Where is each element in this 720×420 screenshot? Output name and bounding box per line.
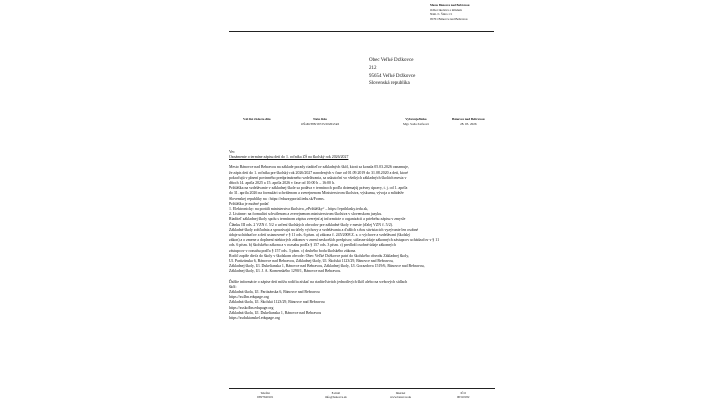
letter-salutation: Vec	[229, 150, 235, 154]
ref-handler-value: Mgr. Soňa Zaťková	[403, 121, 429, 126]
p2-line: https://zs4bn.edupage.org	[229, 295, 269, 300]
ref-our-number-label: Naše číslo	[313, 117, 327, 121]
footer-phone-value: 038/7620101	[257, 395, 274, 400]
recipient-country: Slovenská republika	[369, 81, 410, 87]
p1-line: Článku III ods. 2 VZN č. 5/2 o určení školských obvodov pre základné školy v meste (ďalej VZN č. 5/2).	[229, 222, 393, 227]
p2-line: https://zsdukianskel.edupage.org	[229, 316, 280, 321]
footer-phone	[257, 391, 273, 400]
p1-line: údaje uchádzačov a detí ustanovené v § 11 ods. 6 písm. a) zákona č. 245/2008 Z. z. o výchove a vzdelávaní (školský	[229, 233, 411, 238]
ref-place-date	[452, 117, 485, 127]
letter-subject: Oznámenie o termíne zápisu detí do 1. ročníka ZŠ na školský rok 2026/2027	[229, 155, 349, 160]
p1-line: 1. Elektronicky: na portáli ministerstva školstva „ePrihlášky“ – https://eprihlasky.iedu.sk,	[229, 207, 369, 212]
p2-line: škôl:	[229, 284, 237, 289]
footer-ico	[457, 391, 469, 400]
sender-name: Mesto Bánovce nad Bebravou	[430, 3, 470, 7]
p2-line: Základná škola, Ul. Dukelianska 1, Bánovce nad Bebravou	[229, 310, 322, 315]
letter-paragraph-2	[229, 280, 497, 322]
sender-city: 95701 Bánovce nad Bebravou	[430, 16, 468, 21]
p1-line: Mesto Bánovce nad Bebravou na základe porady riaditeľov základných škôl, ktorá sa konala 05.03.2026 oznamuje,	[229, 165, 409, 170]
sender-department: Odbor školstva a mládeže	[430, 7, 463, 12]
p1-line: že zápis detí do 1. ročníka pre školský rok 2026/2027 narodených v čase od 01.09.2019 do 31.08.2020 a detí, ktoré	[229, 170, 409, 175]
footer-email-value: info@banovce.sk	[325, 395, 347, 400]
ref-our-number-value: OŠaM/388/16725/2026/Zat6	[301, 121, 340, 126]
ref-your-letter	[243, 117, 271, 122]
p1-line: Slovenskej republiky na : https://eduzzyportal.iedu.sk/Forms.	[229, 196, 325, 201]
ref-our-number	[301, 117, 339, 127]
footer-ico-label: IČO	[460, 391, 466, 395]
recipient-number: 212	[369, 65, 377, 71]
recipient-address	[369, 57, 415, 88]
p1-line: pokračujú v plnení povinného predprimárneho vzdelávania, sa uskutoční vo všetkých základných školách mesta v	[229, 175, 407, 180]
ref-handler	[403, 117, 429, 127]
p1-line: 2. Listinne: na formulári schválenom a zverejnenom ministerstvom školstva v slovenskom jazyku.	[229, 212, 383, 217]
footer-web-label: Internet	[395, 391, 406, 395]
p1-line: Riaditeľ základnej školy spolu s termínom zápisu zverejní aj informácie o organizácii a priebehu zápisu v zmysle	[229, 217, 406, 222]
header-divider	[229, 31, 494, 32]
p2-line: Ďalšie informácie o zápise detí môžu rodičia získať na riaditeľstvách jednotlivých škôl alebo na webových sídlach	[229, 279, 408, 284]
ref-place-date-label: Bánovce nad Bebravou	[452, 117, 485, 121]
p1-line: dňoch 14. apríla 2025 a 15. apríla 2026 v čase od 10:00 h – 16:00 h.	[229, 181, 335, 186]
footer-web	[390, 391, 411, 400]
footer-divider	[229, 388, 495, 389]
p1-line: Základné školy zohľadnia a spracúvajú na účely výchovy a vzdelávania a ďalších s ňou súvisiacich vyzývanie len osobné	[229, 227, 419, 232]
p1-line: zástupcov v rozsahu podľa § 157 ods. 3 písm. c) druhého bodu školského zákona.	[229, 248, 357, 253]
sender-street: Nám. Ľ. Štúra 1/1	[430, 12, 453, 17]
footer-email	[325, 391, 347, 400]
footer-ico-value: 00310182	[457, 395, 470, 400]
p1-line: Rodič zapíše dieťa do školy v školskom obvode: Obec Veľké Držkovce patrí do školského obvodu Základnej školy,	[229, 253, 410, 258]
footer-phone-label: Telefón	[260, 391, 270, 395]
ref-handler-label: Vybavuje/linka	[405, 117, 427, 121]
p1-line: do 31. apríla 2026 na formulári schválenom a zverejnenom Ministerstvom školstva, výskumu, vývoja a mládeže	[229, 191, 404, 196]
p1-line: Základnej školy, Ul. J. A. Komenského 1290/1, Bánovce nad Bebravou.	[229, 269, 342, 274]
ref-your-letter-label: Váš list číslo/zo dňa	[243, 117, 271, 121]
recipient-city: 95654 Veľké Držkovce	[369, 73, 416, 79]
p1-line: Ul. Partizánska 6, Bánovce nad Bebravou, Základnej školy, Ul. Školská 1123/29, Bánovce nad Bebravou,	[229, 259, 394, 264]
footer-web-value: www.banovce.sk	[390, 395, 412, 400]
p1-line: zákon) a o zmene a doplnení niektorých zákonov v znení neskorších predpisov, súčasne údaje zákonných zástupcov uchádzačov v § 11	[229, 238, 440, 243]
p1-line: Prihlášku je možné podať	[229, 201, 270, 206]
p2-line: Základná škola, Ul. Partizánska 6, Bánovce nad Bebravou	[229, 290, 320, 295]
sender-address	[430, 3, 494, 21]
p1-line: Základnej školy, Ul. Dukelianska 1, Bánovce nad Bebravou, Základnej školy, Ul. Gorazdova 1519/6, Bánovce nad Bebravou,	[229, 264, 425, 269]
p1-line: ods. 6 písm. b) školského zákona a v rozsahu podľa § 157 ods. 3 písm. c) predloží osobné údaje zákonných	[229, 243, 396, 248]
p2-line: Základná škola, Ul. Školská 1123/29, Bánovce nad Bebravou	[229, 300, 325, 305]
p2-line: https://zsskolbn.edupage.org	[229, 305, 274, 310]
letter-body	[229, 150, 497, 321]
letter-footer	[229, 391, 495, 403]
reference-row	[229, 117, 495, 137]
letter-paragraph-1	[229, 165, 497, 274]
p1-line: Prihláška na vzdelávanie v základnej škole sa podáva v termínoch podľa dotemajúj právny úpravy, t. j. od 1. apríla	[229, 186, 408, 191]
recipient-name: Obec Veľké Držkovce	[369, 58, 414, 63]
footer-email-label: E-mail	[331, 391, 341, 395]
ref-place-date-value: 28. 03. 2026	[460, 121, 477, 126]
